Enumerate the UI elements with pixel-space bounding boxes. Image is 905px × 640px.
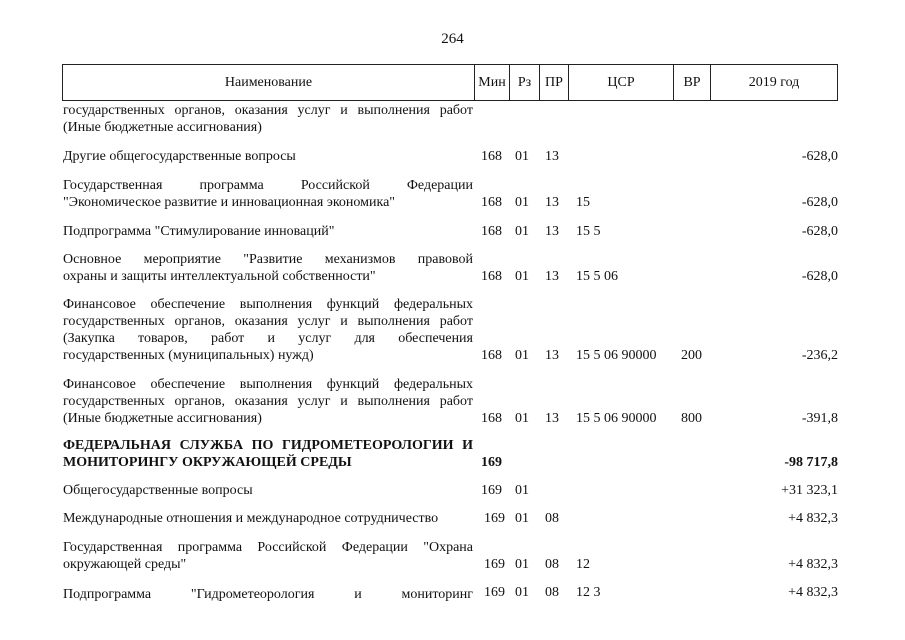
table-row-name: Финансовое обеспечение выполнения функций федеральных государственных органов, оказания услуг и выполнения работ (Закупка товаров, работ и услуг для обеспечения государственных (муниципальных) нужд)	[63, 297, 473, 363]
cell-rz: 01	[515, 348, 529, 363]
cell-csr: 15	[576, 195, 590, 210]
cell-min: 168	[481, 224, 502, 239]
cell-min: 168	[481, 269, 502, 284]
cell-amount: -236,2	[801, 348, 838, 363]
cell-pr: 13	[545, 348, 559, 363]
cell-rz: 01	[515, 411, 529, 426]
header-rz: Рз	[510, 65, 540, 100]
header-pr: ПР	[540, 65, 569, 100]
cell-rz: 01	[515, 149, 529, 164]
cell-pr: 08	[545, 511, 559, 526]
cell-pr: 08	[545, 557, 559, 572]
table-row-name: Основное мероприятие "Развитие механизмов правовой охраны и защиты интеллектуальной собственности"	[63, 252, 473, 284]
table-row-name: Международные отношения и международное сотрудничество	[63, 511, 439, 526]
cell-amount: -628,0	[801, 195, 838, 210]
header-csr: ЦСР	[569, 65, 674, 100]
cell-rz: 01	[515, 483, 529, 498]
page-number: 264	[441, 31, 464, 47]
table-row-name: Другие общегосударственные вопросы	[63, 149, 296, 164]
cell-min: 169	[484, 557, 505, 572]
table-row-name: Подпрограмма "Стимулирование инноваций"	[63, 224, 335, 239]
cell-min: 169	[484, 511, 505, 526]
table-row-name: Государственная программа Российской Федерации "Охрана окружающей среды"	[63, 540, 473, 572]
cell-min: 169	[484, 585, 505, 600]
cell-amount: -628,0	[801, 149, 838, 164]
cell-rz: 01	[515, 269, 529, 284]
cell-csr: 15 5 06 90000	[576, 348, 657, 363]
cell-min: 168	[481, 149, 502, 164]
cell-pr: 13	[545, 411, 559, 426]
cell-csr: 15 5	[576, 224, 601, 239]
table-row-name: Общегосударственные вопросы	[63, 483, 253, 498]
cell-rz: 01	[515, 557, 529, 572]
cell-min: 168	[481, 411, 502, 426]
cell-rz: 01	[515, 585, 529, 600]
cell-amount: -628,0	[801, 224, 838, 239]
table-header	[62, 64, 838, 101]
table-row-name: государственных органов, оказания услуг и выполнения работ (Иные бюджетные ассигнования)	[63, 103, 473, 135]
cell-amount: +4 832,3	[788, 511, 838, 526]
cell-pr: 08	[545, 585, 559, 600]
cell-csr: 15 5 06 90000	[576, 411, 657, 426]
table-row-name: Государственная программа Российской Федерации "Экономическое развитие и инновационная экономика"	[63, 178, 473, 210]
cell-min: 168	[481, 348, 502, 363]
cell-rz: 01	[515, 195, 529, 210]
cell-pr: 13	[545, 224, 559, 239]
cell-pr: 13	[545, 269, 559, 284]
table-row-name: Финансовое обеспечение выполнения функций федеральных государственных органов, оказания услуг и выполнения работ (Иные бюджетные ассигнования)	[63, 377, 473, 426]
cell-pr: 13	[545, 195, 559, 210]
cell-rz: 01	[515, 511, 529, 526]
table-row-name: Подпрограмма "Гидрометеорология и мониторинг	[63, 587, 473, 602]
section-heading: ФЕДЕРАЛЬНАЯ СЛУЖБА ПО ГИДРОМЕТЕОРОЛОГИИ И МОНИТОРИНГУ ОКРУЖАЮЩЕЙ СРЕДЫ	[63, 438, 473, 470]
cell-amount: -628,0	[801, 269, 838, 284]
cell-amount: +4 832,3	[788, 585, 838, 600]
cell-rz: 01	[515, 224, 529, 239]
cell-amount: -98 717,8	[784, 455, 838, 470]
cell-pr: 13	[545, 149, 559, 164]
cell-vr: 800	[681, 411, 702, 426]
cell-csr: 12	[576, 557, 590, 572]
cell-csr: 12 3	[576, 585, 601, 600]
cell-amount: +31 323,1	[781, 483, 838, 498]
cell-amount: -391,8	[801, 411, 838, 426]
header-vr: ВР	[674, 65, 711, 100]
cell-min: 168	[481, 195, 502, 210]
cell-csr: 15 5 06	[576, 269, 618, 284]
cell-min: 169	[481, 483, 502, 498]
header-name: Наименование	[63, 65, 475, 100]
cell-vr: 200	[681, 348, 702, 363]
cell-amount: +4 832,3	[788, 557, 838, 572]
header-year: 2019 год	[748, 74, 800, 90]
header-min: Мин	[475, 65, 510, 100]
cell-min: 169	[481, 455, 502, 470]
